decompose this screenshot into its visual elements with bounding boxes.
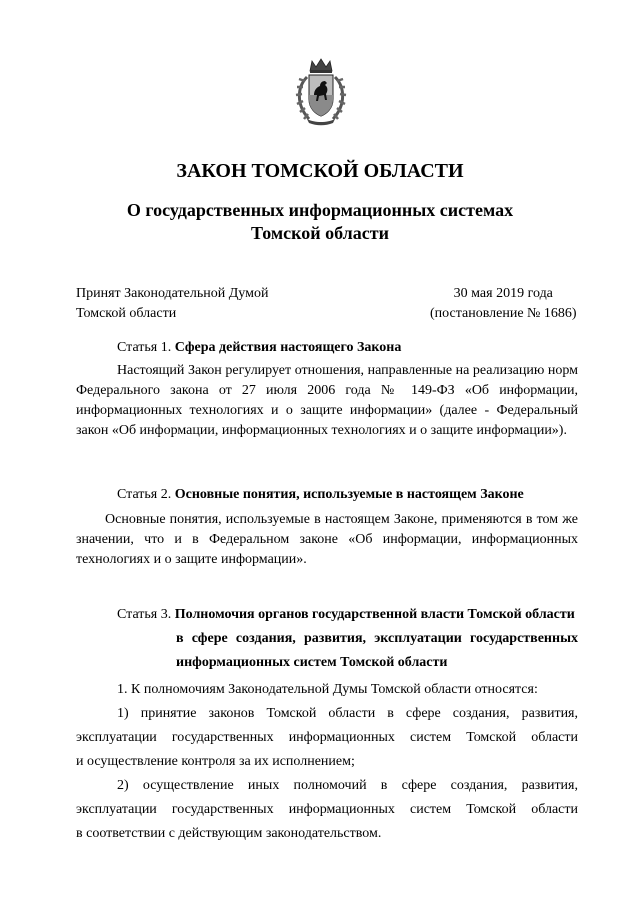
article-title: Основные понятия, используемые в настоящем Законе — [174, 487, 524, 502]
text-line: 2) осуществление иных полномочий в сфере создания, развития, — [117, 778, 578, 793]
article-1-heading — [117, 338, 401, 358]
text-line: Основные понятия, используемые в настоящем Законе, применяются в том же — [105, 512, 578, 527]
article-label: Статья 1. — [117, 340, 172, 355]
adoption-body — [76, 284, 268, 324]
adoption-date — [430, 284, 577, 324]
text-line: в соответствии с действующим законодательством. — [76, 826, 382, 841]
text-line: 1) принятие законов Томской области в сфере создания, развития, — [117, 706, 578, 721]
adopted-line: Томской области — [76, 306, 177, 321]
text-line: Настоящий Закон регулирует отношения, направленные на реализацию норм — [117, 363, 578, 378]
article-title: Сфера действия настоящего Закона — [174, 340, 402, 355]
article-2-body — [76, 510, 578, 570]
title-line: в сфере создания, развития, эксплуатации государственных — [176, 631, 578, 646]
article-label: Статья 3. — [117, 607, 172, 622]
tomsk-coat-of-arms-icon — [293, 57, 349, 127]
title-line: информационных систем Томской области — [176, 655, 448, 670]
document-title: ЗАКОН ТОМСКОЙ ОБЛАСТИ — [176, 160, 464, 182]
subtitle-line: О государственных информационных системах — [126, 200, 514, 220]
text-line: значении, что и в Федеральном законе «Об информации, информационных — [76, 532, 578, 547]
article-2-heading — [117, 485, 524, 505]
resolution-text: (постановление № 1686) — [430, 306, 577, 321]
text-line: 1. К полномочиям Законодательной Думы Томской области относятся: — [117, 682, 538, 697]
article-title: Полномочия органов государственной власти Томской области — [174, 607, 575, 622]
text-line: и осуществление контроля за их исполнением; — [76, 754, 355, 769]
article-label: Статья 2. — [117, 487, 172, 502]
text-line: технологиях и о защите информации». — [76, 552, 307, 567]
text-line: эксплуатации государственных информационных систем Томской области — [76, 730, 578, 745]
document-subtitle — [0, 199, 640, 245]
text-line: закон «Об информации, информационных технологиях и о защите информации»). — [76, 423, 567, 438]
article-3-body — [76, 678, 578, 846]
article-1-body — [76, 361, 578, 441]
text-line: эксплуатации государственных информационных систем Томской области — [76, 802, 578, 817]
text-line: информационных технологиях и о защите информации» (далее - Федеральный — [76, 403, 578, 418]
subtitle-line: Томской области — [251, 223, 389, 243]
date-text: 30 мая 2019 года — [453, 286, 553, 301]
article-3-heading — [117, 605, 575, 625]
adopted-line: Принят Законодательной Думой — [76, 286, 269, 301]
article-3-title-continuation — [176, 627, 578, 675]
text-line: Федерального закона от 27 июля 2006 года № 149-ФЗ «Об информации, — [76, 383, 578, 398]
